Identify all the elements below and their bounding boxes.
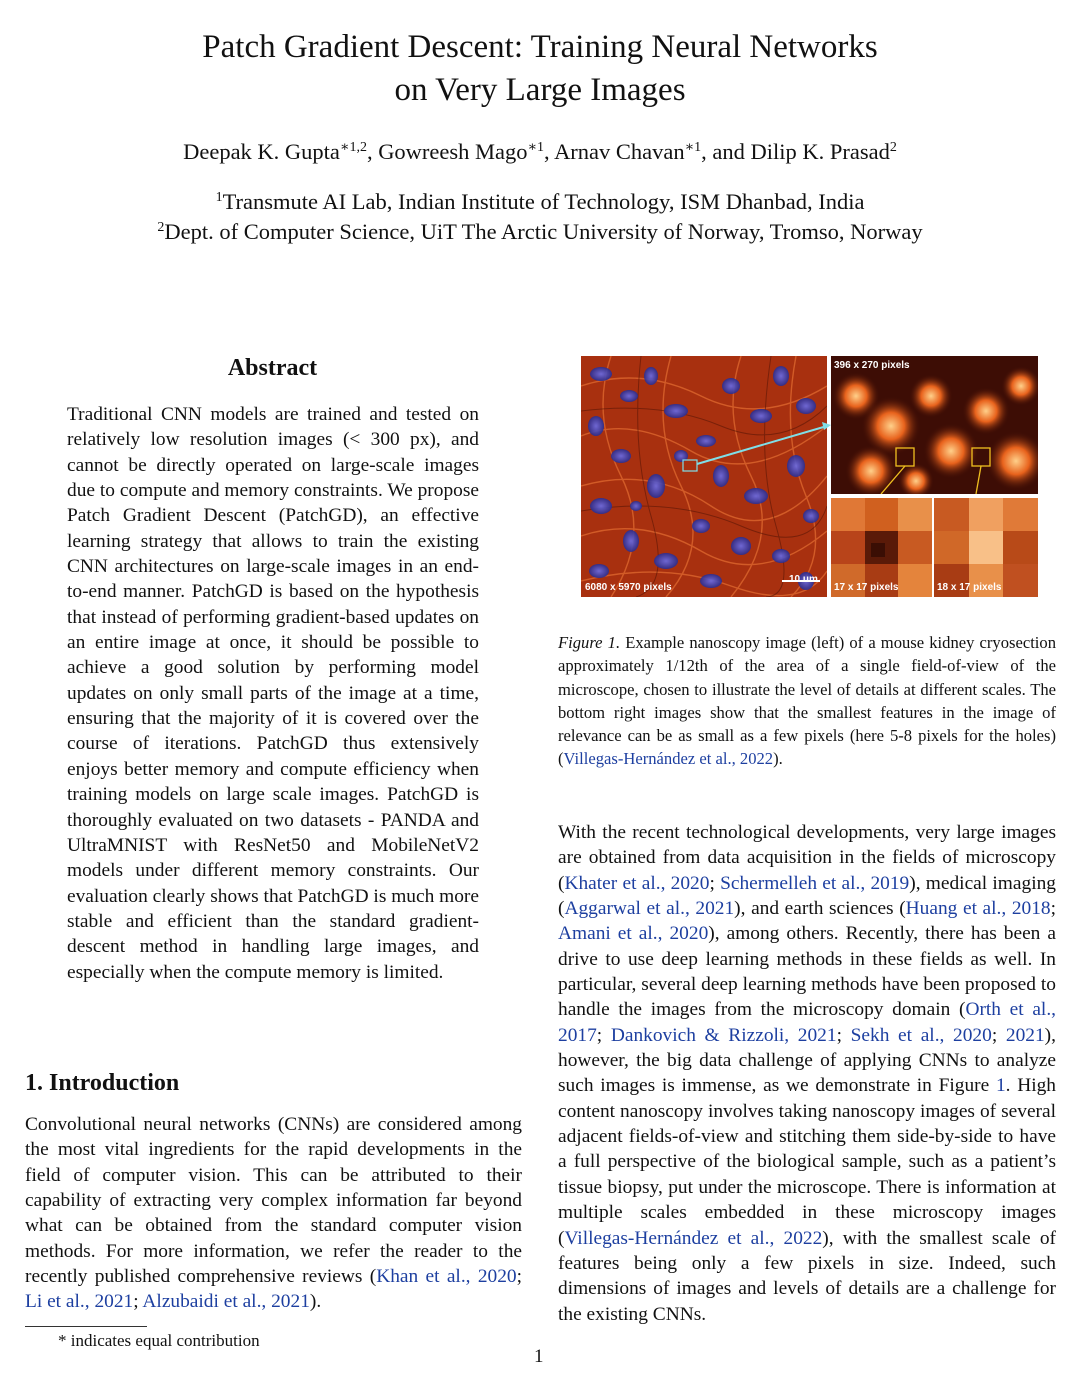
affiliation-1 [0,187,1080,217]
para-text: ), among others. Recently, there has been a drive to use deep learning methods in these fields as well. In particular, several deep learning methods have been proposed to handle the images from the microscopy domain ( [558,923,1056,1021]
figure-caption [558,631,1056,771]
title-line-2: on Very Large Images [394,72,686,108]
citation-link[interactable]: Sekh et al., 2020 [850,1024,992,1046]
overview-size-label: 6080 x 5970 pixels [585,582,672,593]
para-text: ), medical imaging ( [558,872,1056,920]
intro-text-end: ). [309,1291,322,1313]
crop-size-label: 396 x 270 pixels [834,360,910,371]
scale-bar-label: 10 um [789,574,818,585]
zoom-1-size-label: 17 x 17 pixels [834,582,899,593]
author-2-sup: ∗1 [527,140,545,155]
intro-right-paragraph [558,820,1056,1327]
citation-link[interactable]: Li et al., 2021 [25,1291,134,1313]
citation-link[interactable]: 2021 [1005,1024,1045,1046]
author-2: Gowreesh Mago [378,139,528,164]
citation-link[interactable]: Villegas-Hernández et al., 2022 [564,1227,823,1249]
abstract-text: Traditional CNN models are trained and tested on relatively low resolution images (< 300 px), and cannot be directly operated on large-scale images due to compute and memory constraints. We propose Patch Gradient Descent (PatchGD), an effective learning strategy that allows to train the existing CNN architectures on large-scale images in an end-to-end manner. PatchGD is based on the hypothesis that instead of performing gradient-based updates on an entire image at once, it should be possible to achieve a good solution by performing model updates on only small parts of the image at a time, ensuring that the majority of it is covered over the course of iterations. PatchGD thus extensively enjoys better memory and compute efficiency when training models on large scale images. PatchGD is thoroughly evaluated on two datasets - PANDA and UltraMNIST with ResNet50 and MobileNetV2 models under different memory constraints. Our evaluation clearly shows that PatchGD is much more stable and efficient than the standard gradient-descent method in handling large images, and especially when the compute memory is limited. [67,404,479,983]
intro-text: Convolutional neural networks (CNNs) are considered among the most vital ingredients for the rapid developments in the field of computer vision. This can be attributed to their capability of extracting very complex information far beyond what can be obtained from the standard computer vision methods. For more information, we refer the reader to the recently published comprehensive reviews ( [25,1114,522,1288]
citation-link[interactable]: Huang et al., 2018 [905,898,1051,920]
title-line-1: Patch Gradient Descent: Training Neural Networks [202,29,878,65]
figure-reference-link[interactable]: 1 [995,1075,1006,1097]
citation-link[interactable]: Schermelleh et al., 2019 [720,872,910,894]
para-text: With the recent technological developments, very large images are obtained from data acquisition in the fields of microscopy ( [558,822,1056,894]
footnote-rule [25,1326,147,1327]
para-sep: ; [709,872,721,894]
page-number: 1 [534,1346,544,1367]
para-text: ), with the smallest scale of features being only a few pixels in size. Indeed, such dimensions of images and levels of details are a challenge for the existing CNNs. [558,1227,1056,1325]
caption-end: ). [773,749,783,769]
author-4: and Dilip K. Prasad [712,139,890,164]
para-text: ), and earth sciences ( [734,898,906,920]
caption-text: Example nanoscopy image (left) of a mouse kidney cryosection approximately 1/12th of the area of a single field-of-view of the microscope, chosen to illustrate the level of details at different scales. The bottom right images show that the smallest features in the image of relevance can be as small as a few pixels (here 5-8 pixels for the holes)( [558,633,1057,769]
para-sep: ; [1050,898,1057,920]
para-sep: ; [836,1024,851,1046]
para-sep: ; [991,1024,1006,1046]
para-text: ), however, the big data challenge of applying CNNs to analyze such images is immense, as we demonstrate in Figure [558,1024,1056,1097]
affiliation-2-sup: 2 [157,220,165,235]
author-1: Deepak K. Gupta [183,139,340,164]
author-3-sup: ∗1 [684,140,702,155]
affiliations [0,187,1080,247]
para-sep: ; [596,1024,611,1046]
figure-1 [581,356,1038,597]
footnote: * indicates equal contribution [58,1331,260,1350]
affiliation-2 [0,217,1080,247]
citation-link[interactable]: Aggarwal et al., 2021 [564,898,735,920]
introduction-heading: 1. Introduction [25,1070,180,1096]
citation-link[interactable]: Dankovich & Rizzoli, 2021 [610,1024,837,1046]
citation-link[interactable]: Khan et al., 2020 [376,1266,517,1288]
affiliation-1-sup: 1 [215,190,223,205]
para-text: . High content nanoscopy involves taking nanoscopy images of several adjacent fields-of-view and stitching them side-by-side to have a full perspective of the biological sample, such as a patient’s tissue biopsy, put under the microscope. There is information at multiple scales embedded in these microscopy images ( [558,1075,1057,1249]
citation-link[interactable]: Khater et al., 2020 [564,872,710,894]
author-4-sup: 2 [889,140,897,155]
citation-link[interactable]: Orth et al., 2017 [558,999,1057,1046]
author-list: Deepak K. Gupta$^{∗1,2}$, Gowreesh Mago$^{∗1}$, Arnav Chavan$^{∗1}$, and Dilip K. Prasad$^2$ [183,139,897,164]
citation-link[interactable]: Amani et al., 2020 [558,923,709,945]
introduction-paragraph: Convolutional neural networks (CNNs) are considered among the most vital ingredients for the rapid developments in the field of computer vision. This can be attributed to their capability of extracting very complex information far beyond what can be obtained from the standard computer vision methods. For more information, we refer the reader to the recently published comprehensive reviews (Khan et al., 2020; Li et al., 2021; Alzubaidi et al., 2021). [25,1114,522,1313]
author-3: Arnav Chavan [554,139,685,164]
figure-label: Figure 1. [558,633,621,652]
abstract-heading: Abstract [227,355,318,381]
author-1-sup: ∗1,2 [339,140,367,155]
affiliation-1-text: Transmute AI Lab, Indian Institute of Technology, ISM Dhanbad, India [222,189,865,214]
zoom-2-size-label: 18 x 17 pixels [937,582,1002,593]
affiliation-2-text: Dept. of Computer Science, UiT The Arctic University of Norway, Tromso, Norway [164,219,923,244]
citation-link[interactable]: Villegas-Hernández et al., 2022 [563,749,774,769]
crop-arrow [581,356,1038,597]
paper-title [0,26,1080,112]
citation-link[interactable]: Alzubaidi et al., 2021 [142,1291,310,1313]
